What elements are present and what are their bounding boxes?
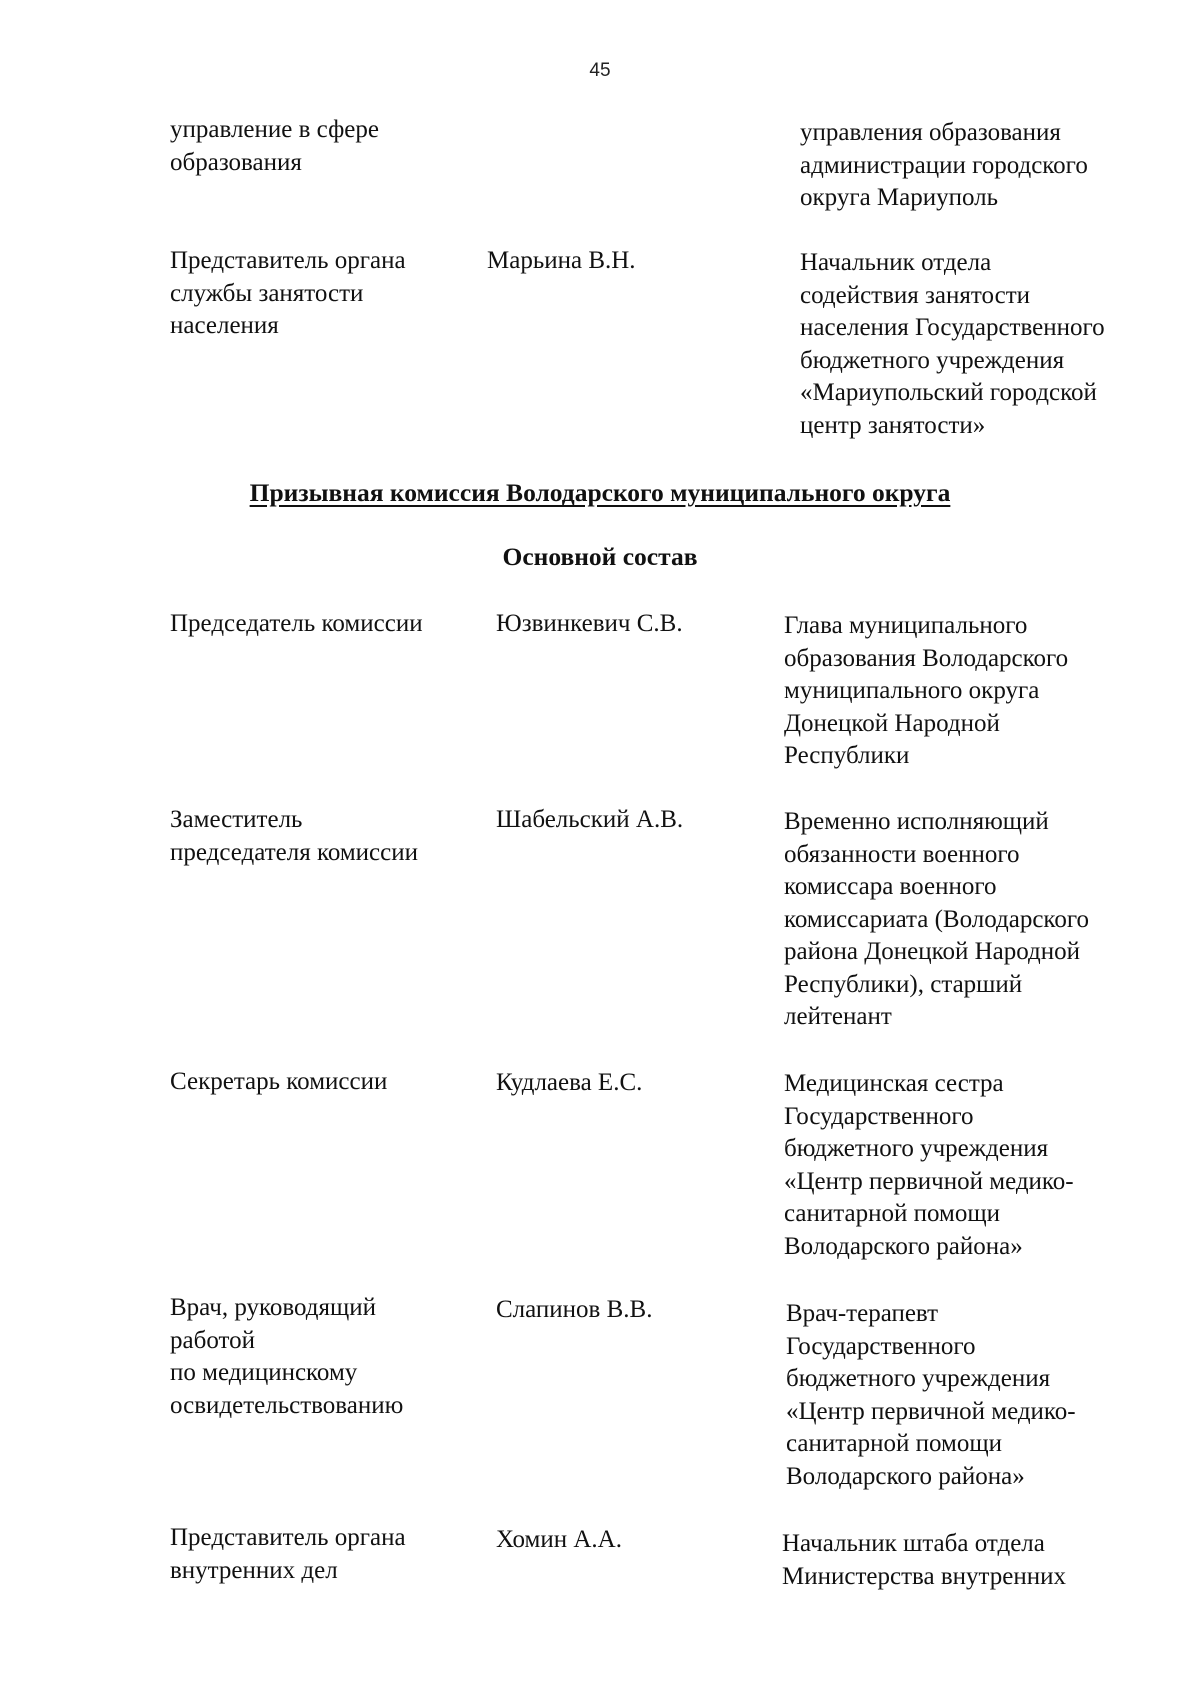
- member-role: Заместитель председателя комиссии: [170, 806, 418, 866]
- member-name: Шабельский А.В.: [496, 806, 684, 833]
- member-position: Начальник отдела содействия занятости населения Государственного бюджетного учреждения «Мариупольский городской центр занятости»: [800, 249, 1105, 439]
- member-name: Кудлаева Е.С.: [496, 1069, 643, 1096]
- member-name: Марьина В.Н.: [487, 247, 636, 274]
- member-role: управление в сфере образования: [170, 116, 379, 176]
- member-role: Представитель органа службы занятости населения: [170, 247, 406, 339]
- commission-title: Призывная комиссия Володарского муниципального округа: [249, 478, 951, 507]
- member-name: Юзвинкевич С.В.: [496, 610, 683, 637]
- member-name: Хомин А.А.: [496, 1526, 622, 1553]
- member-position: управления образования администрации городского округа Мариуполь: [800, 119, 1088, 211]
- member-role: Врач, руководящий работой по медицинскому освидетельствованию: [170, 1294, 404, 1419]
- member-role: Представитель органа внутренних дел: [170, 1524, 406, 1584]
- page-number: 45: [589, 60, 611, 81]
- member-position: Начальник штаба отдела Министерства внутренних: [782, 1530, 1066, 1590]
- member-position: Временно исполняющий обязанности военного комиссара военного комиссариата (Володарского района Донецкой Народной Республики), старший лейтенант: [784, 808, 1089, 1030]
- member-position: Врач-терапевт Государственного бюджетного учреждения «Центр первичной медико- санитарной помощи Володарского района»: [786, 1300, 1076, 1490]
- member-role: Председатель комиссии: [170, 610, 423, 637]
- member-role: Секретарь комиссии: [170, 1068, 388, 1095]
- member-position: Глава муниципального образования Володарского муниципального округа Донецкой Народной Республики: [784, 612, 1069, 769]
- member-name: Слапинов В.В.: [496, 1296, 653, 1323]
- commission-subtitle: Основной состав: [502, 542, 698, 571]
- member-position: Медицинская сестра Государственного бюджетного учреждения «Центр первичной медико- санитарной помощи Володарского района»: [784, 1070, 1074, 1260]
